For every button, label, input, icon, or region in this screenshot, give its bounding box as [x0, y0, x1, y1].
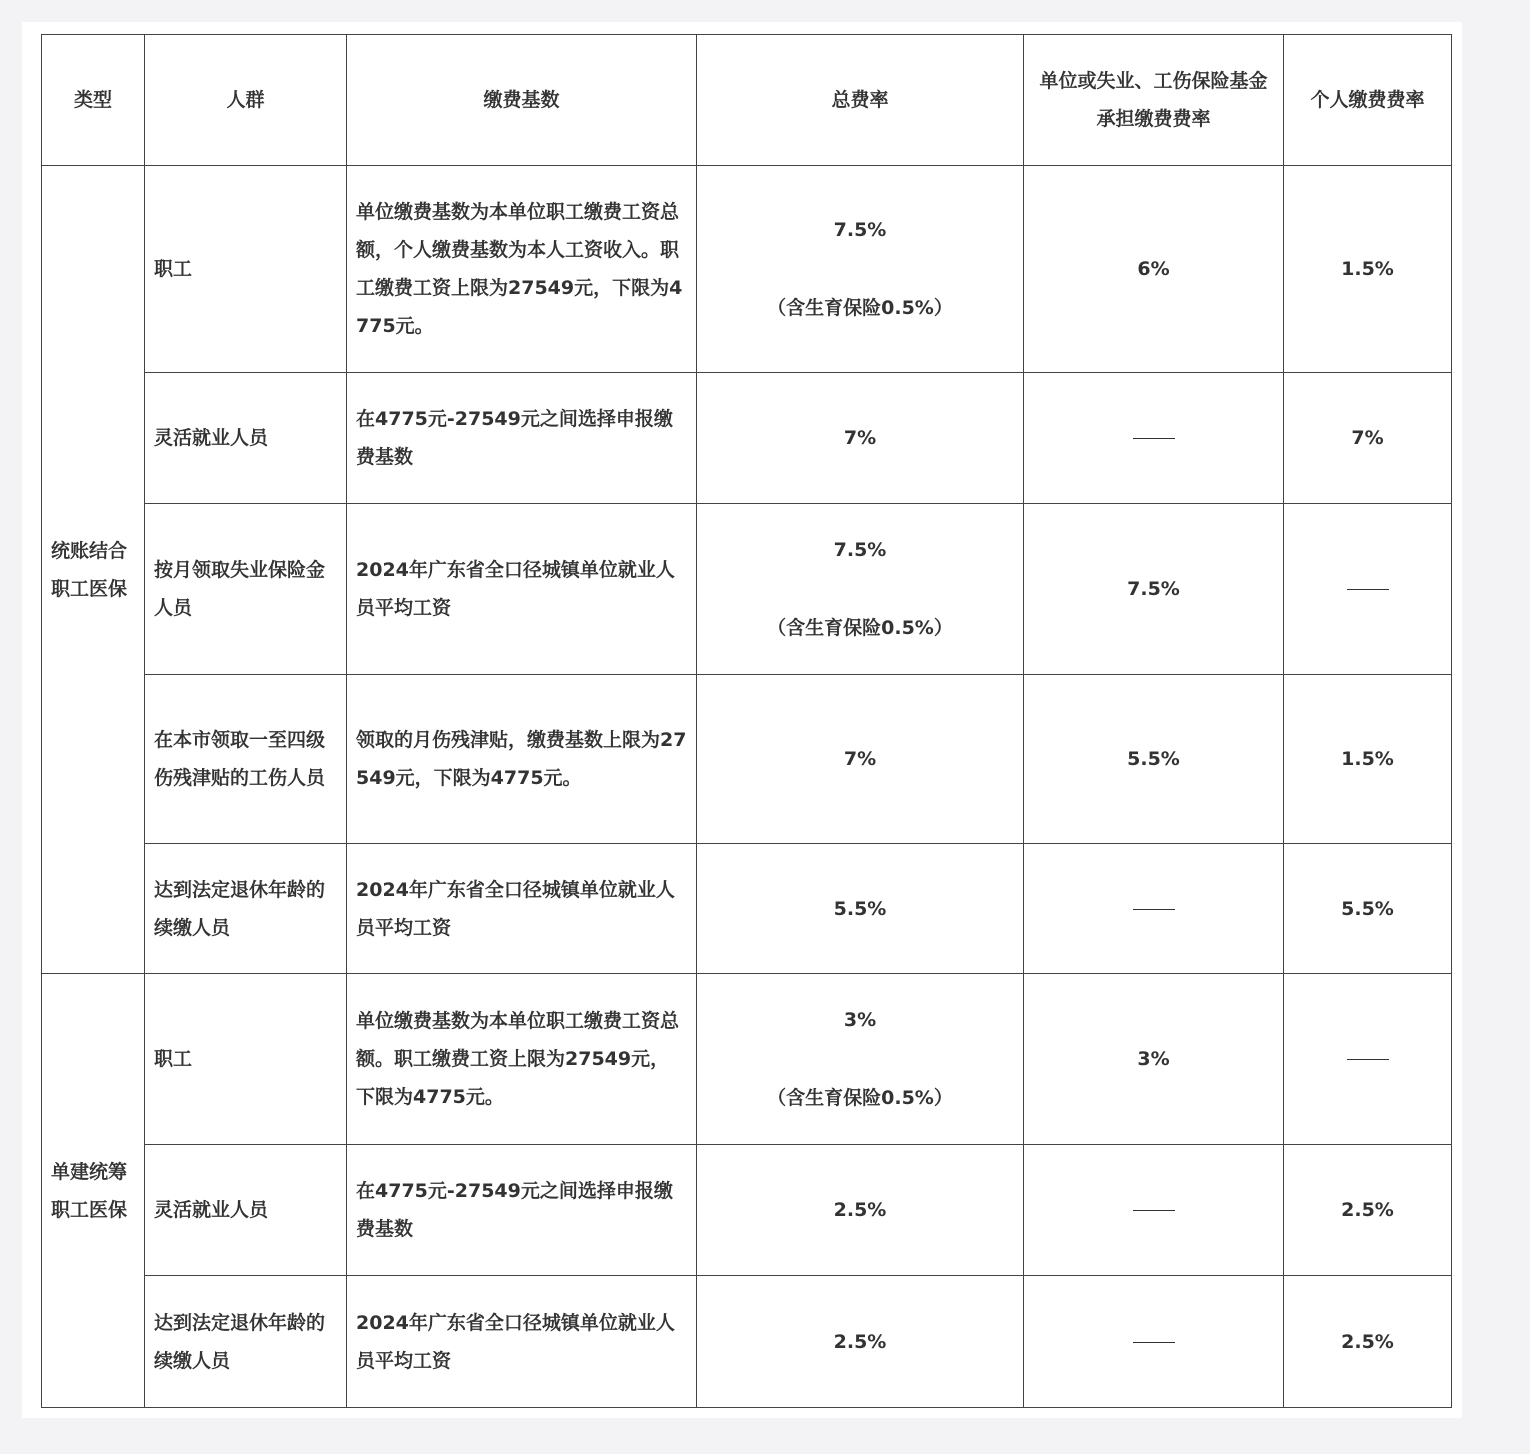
- base-cell: 2024年广东省全口径城镇单位就业人员平均工资: [347, 1276, 697, 1408]
- dash-symbol: [1347, 1059, 1389, 1060]
- total-rate-value: 3%: [843, 1009, 877, 1031]
- dash-symbol: [1347, 589, 1389, 590]
- total-rate-cell: 7%: [697, 675, 1024, 844]
- table-header-row: [42, 35, 1452, 166]
- table-row: [42, 974, 1452, 1145]
- table-row: [42, 844, 1452, 974]
- base-cell: 领取的月伤残津贴，缴费基数上限为27549元，下限为4775元。: [347, 675, 697, 844]
- total-rate-note: （含生育保险0.5%）: [767, 617, 953, 639]
- table-row: [42, 166, 1452, 373]
- header-base: 缴费基数: [347, 35, 697, 166]
- unit-rate-cell: [1024, 1145, 1284, 1276]
- personal-rate-cell: 7%: [1284, 373, 1452, 504]
- group-cell: 在本市领取一至四级伤残津贴的工伤人员: [145, 675, 347, 844]
- group-cell: 灵活就业人员: [145, 373, 347, 504]
- unit-rate-cell: [1024, 373, 1284, 504]
- total-rate-cell: [697, 166, 1024, 373]
- table-row: [42, 675, 1452, 844]
- personal-rate-cell: 1.5%: [1284, 166, 1452, 373]
- unit-rate-cell: [1024, 1276, 1284, 1408]
- group-cell: 达到法定退休年龄的续缴人员: [145, 844, 347, 974]
- header-type: 类型: [42, 35, 145, 166]
- personal-rate-cell: 2.5%: [1284, 1145, 1452, 1276]
- unit-rate-cell: 6%: [1024, 166, 1284, 373]
- table-row: [42, 1276, 1452, 1408]
- table-row: [42, 373, 1452, 504]
- dash-symbol: [1133, 909, 1175, 910]
- total-rate-note: （含生育保险0.5%）: [767, 297, 953, 319]
- header-personal-rate: 个人缴费费率: [1284, 35, 1452, 166]
- total-rate-cell: 7%: [697, 373, 1024, 504]
- type-cell-standalone: 单建统筹职工医保: [42, 974, 145, 1408]
- base-cell: 单位缴费基数为本单位职工缴费工资总额，个人缴费基数为本人工资收入。职工缴费工资上限为27549元，下限为4775元。: [347, 166, 697, 373]
- group-cell: 达到法定退休年龄的续缴人员: [145, 1276, 347, 1408]
- total-rate-cell: 2.5%: [697, 1276, 1024, 1408]
- header-group: 人群: [145, 35, 347, 166]
- dash-symbol: [1133, 1210, 1175, 1211]
- unit-rate-cell: [1024, 844, 1284, 974]
- unit-rate-cell: 7.5%: [1024, 504, 1284, 675]
- group-cell: 按月领取失业保险金人员: [145, 504, 347, 675]
- base-cell: 在4775元-27549元之间选择申报缴费基数: [347, 1145, 697, 1276]
- personal-rate-cell: 5.5%: [1284, 844, 1452, 974]
- group-cell: 职工: [145, 974, 347, 1145]
- base-cell: 2024年广东省全口径城镇单位就业人员平均工资: [347, 504, 697, 675]
- personal-rate-cell: 1.5%: [1284, 675, 1452, 844]
- personal-rate-cell: [1284, 504, 1452, 675]
- total-rate-value: 7.5%: [833, 539, 887, 561]
- base-cell: 在4775元-27549元之间选择申报缴费基数: [347, 373, 697, 504]
- unit-rate-cell: 5.5%: [1024, 675, 1284, 844]
- group-cell: 灵活就业人员: [145, 1145, 347, 1276]
- table-row: [42, 504, 1452, 675]
- table-row: [42, 1145, 1452, 1276]
- total-rate-cell: [697, 974, 1024, 1145]
- unit-rate-cell: 3%: [1024, 974, 1284, 1145]
- document-page: [22, 22, 1462, 1418]
- type-cell-combined: 统账结合职工医保: [42, 166, 145, 974]
- dash-symbol: [1133, 1342, 1175, 1343]
- personal-rate-cell: [1284, 974, 1452, 1145]
- total-rate-cell: [697, 504, 1024, 675]
- personal-rate-cell: 2.5%: [1284, 1276, 1452, 1408]
- insurance-fee-table: [41, 34, 1452, 1408]
- total-rate-cell: 2.5%: [697, 1145, 1024, 1276]
- group-cell: 职工: [145, 166, 347, 373]
- total-rate-value: 7.5%: [833, 219, 887, 241]
- header-unit-rate: 单位或失业、工伤保险基金承担缴费费率: [1024, 35, 1284, 166]
- header-total-rate: 总费率: [697, 35, 1024, 166]
- base-cell: 2024年广东省全口径城镇单位就业人员平均工资: [347, 844, 697, 974]
- dash-symbol: [1133, 438, 1175, 439]
- total-rate-cell: 5.5%: [697, 844, 1024, 974]
- total-rate-note: （含生育保险0.5%）: [767, 1087, 953, 1109]
- base-cell: 单位缴费基数为本单位职工缴费工资总额。职工缴费工资上限为27549元，下限为4775元。: [347, 974, 697, 1145]
